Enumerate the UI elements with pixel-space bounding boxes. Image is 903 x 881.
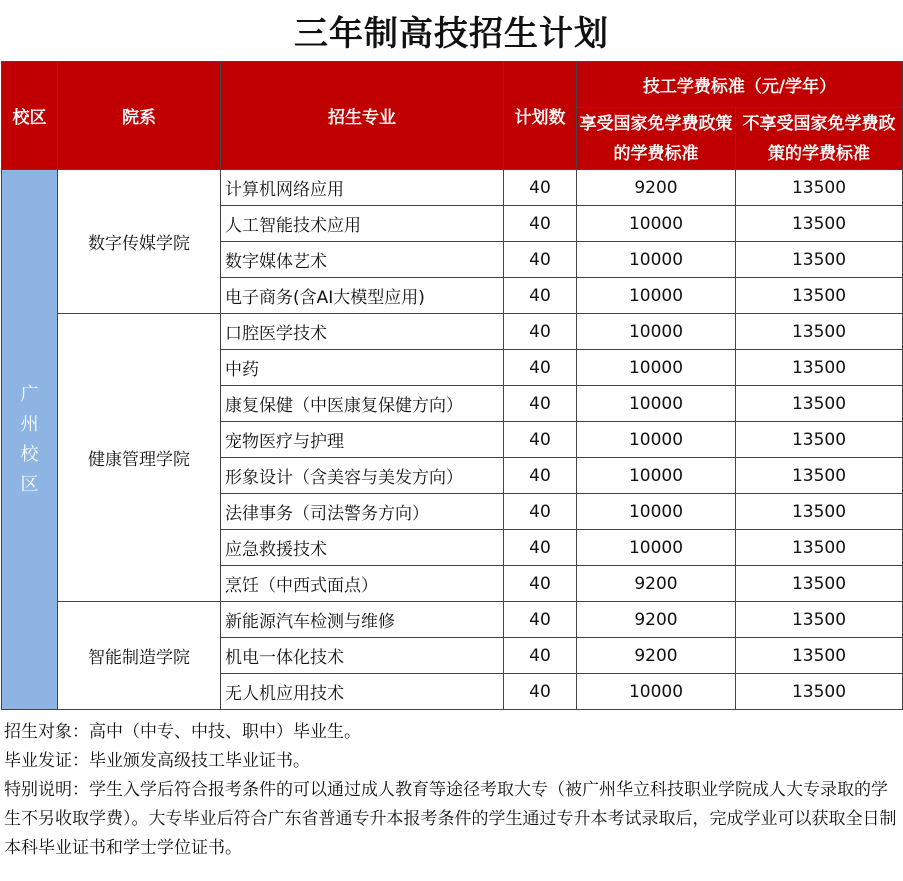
quota-cell: 40 [504, 638, 577, 674]
table-row [2, 602, 903, 638]
quota-cell: 40 [504, 602, 577, 638]
quota-cell: 40 [504, 530, 577, 566]
header-campus: 校区 [2, 62, 58, 170]
major-cell: 无人机应用技术 [221, 674, 504, 710]
quota-cell: 40 [504, 566, 577, 602]
campus-label: 广州校区 [20, 383, 39, 495]
quota-cell: 40 [504, 386, 577, 422]
fee-full-cell: 13500 [736, 170, 903, 206]
fee-exempt-cell: 10000 [577, 674, 736, 710]
quota-cell: 40 [504, 314, 577, 350]
fee-full-cell: 13500 [736, 566, 903, 602]
fee-full-cell: 13500 [736, 494, 903, 530]
major-cell: 人工智能技术应用 [221, 206, 504, 242]
quota-cell: 40 [504, 350, 577, 386]
header-fee-exempt: 享受国家免学费政策的学费标准 [577, 108, 736, 170]
quota-cell: 40 [504, 206, 577, 242]
header-department: 院系 [58, 62, 221, 170]
major-cell: 形象设计（含美容与美发方向） [221, 458, 504, 494]
quota-cell: 40 [504, 494, 577, 530]
fee-exempt-cell: 10000 [577, 242, 736, 278]
quota-cell: 40 [504, 674, 577, 710]
major-cell: 应急救援技术 [221, 530, 504, 566]
fee-exempt-cell: 10000 [577, 206, 736, 242]
fee-full-cell: 13500 [736, 674, 903, 710]
department-cell: 智能制造学院 [58, 602, 221, 710]
fee-exempt-cell: 9200 [577, 638, 736, 674]
fee-full-cell: 13500 [736, 602, 903, 638]
major-cell: 口腔医学技术 [221, 314, 504, 350]
major-cell: 数字媒体艺术 [221, 242, 504, 278]
header-major: 招生专业 [221, 62, 504, 170]
major-cell: 法律事务（司法警务方向） [221, 494, 504, 530]
fee-full-cell: 13500 [736, 530, 903, 566]
major-cell: 宠物医疗与护理 [221, 422, 504, 458]
fee-exempt-cell: 9200 [577, 170, 736, 206]
major-cell: 机电一体化技术 [221, 638, 504, 674]
fee-exempt-cell: 10000 [577, 350, 736, 386]
fee-full-cell: 13500 [736, 422, 903, 458]
fee-exempt-cell: 10000 [577, 278, 736, 314]
enrollment-table [1, 61, 903, 710]
fee-full-cell: 13500 [736, 638, 903, 674]
table-row [2, 170, 903, 206]
note-enrollment-target: 招生对象：高中（中专、中技、职中）毕业生。 [4, 722, 361, 742]
quota-cell: 40 [504, 170, 577, 206]
fee-full-cell: 13500 [736, 386, 903, 422]
header-fee-non-exempt: 不享受国家免学费政策的学费标准 [736, 108, 903, 170]
campus-cell [2, 170, 58, 710]
fee-full-cell: 13500 [736, 242, 903, 278]
major-cell: 计算机网络应用 [221, 170, 504, 206]
fee-exempt-cell: 9200 [577, 566, 736, 602]
fee-exempt-cell: 10000 [577, 530, 736, 566]
fee-exempt-cell: 10000 [577, 458, 736, 494]
department-cell: 健康管理学院 [58, 314, 221, 602]
quota-cell: 40 [504, 242, 577, 278]
fee-exempt-cell: 9200 [577, 602, 736, 638]
quota-cell: 40 [504, 422, 577, 458]
header-quota: 计划数 [504, 62, 577, 170]
department-cell: 数字传媒学院 [58, 170, 221, 314]
quota-cell: 40 [504, 458, 577, 494]
fee-exempt-cell: 10000 [577, 422, 736, 458]
fee-full-cell: 13500 [736, 458, 903, 494]
header-fee-group: 技工学费标准（元/学年） [577, 62, 903, 108]
fee-full-cell: 13500 [736, 350, 903, 386]
fee-exempt-cell: 10000 [577, 314, 736, 350]
fee-exempt-cell: 10000 [577, 386, 736, 422]
major-cell: 康复保健（中医康复保健方向） [221, 386, 504, 422]
notes-section [4, 718, 899, 863]
major-cell: 烹饪（中西式面点） [221, 566, 504, 602]
page-title: 三年制高技招生计划 [294, 13, 609, 54]
major-cell: 中药 [221, 350, 504, 386]
major-cell: 电子商务(含AI大模型应用) [221, 278, 504, 314]
note-special-remarks: 特别说明：学生入学后符合报考条件的可以通过成人教育等途径考取大专（被广州华立科技职业学院成人大专录取的学生不另收取学费）。大专毕业后符合广东省普通专升本报考条件的学生通过专升本考试录取后，完成学业可以获取全日制本科毕业证书和学士学位证书。 [4, 780, 897, 858]
fee-full-cell: 13500 [736, 278, 903, 314]
table-row [2, 314, 903, 350]
note-certificate: 毕业发证：毕业颁发高级技工毕业证书。 [4, 751, 310, 771]
quota-cell: 40 [504, 278, 577, 314]
major-cell: 新能源汽车检测与维修 [221, 602, 504, 638]
fee-full-cell: 13500 [736, 206, 903, 242]
fee-exempt-cell: 10000 [577, 494, 736, 530]
fee-full-cell: 13500 [736, 314, 903, 350]
